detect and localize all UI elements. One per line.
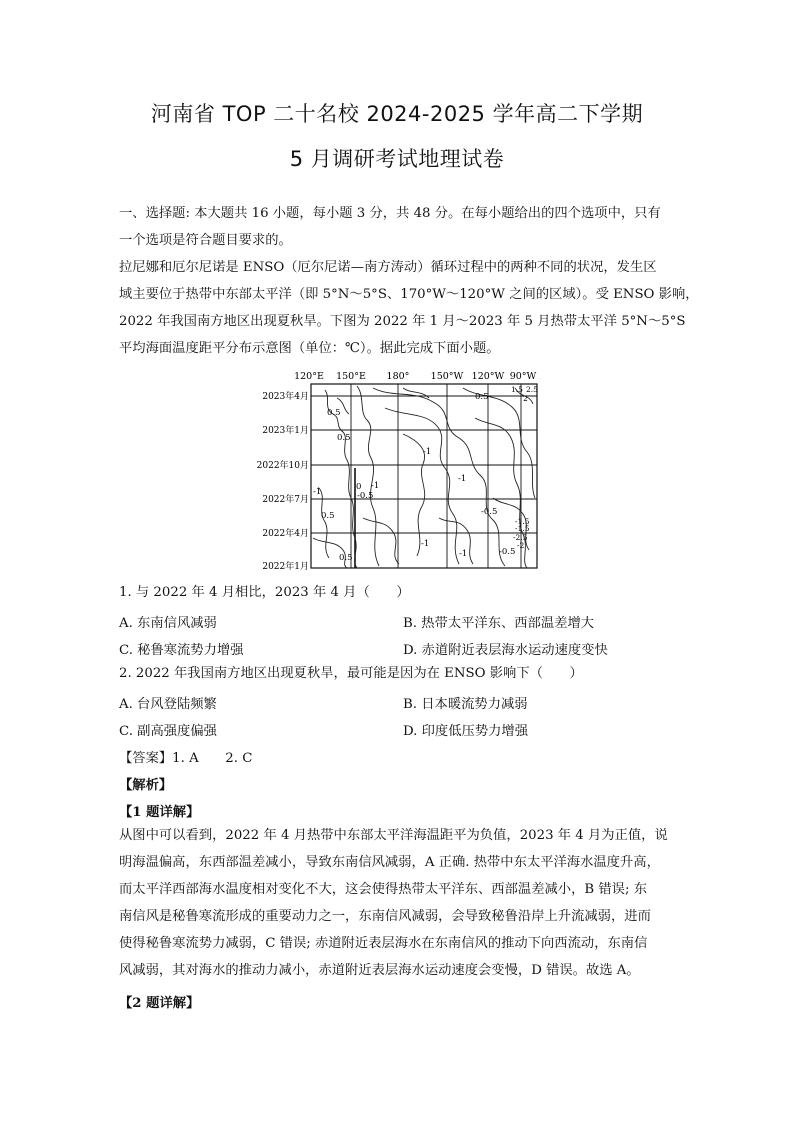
q1-option-a: A. 东南信风减弱 [119,616,217,631]
y-tick-label: 2022年1月 [262,562,309,570]
contour-label: -0.5 [357,491,374,501]
y-tick-label: 2023年4月 [262,392,309,402]
y-tick-label: 2022年4月 [262,529,309,539]
y-tick-label: 2022年10月 [256,461,309,471]
q1-option-d: D. 赤道附近表层海水运动速度变快 [403,643,608,658]
y-tick-label: 2022年7月 [262,495,309,505]
intro-line: 域主要位于热带中东部太平洋（即 5°N～5°S、170°W～120°W 之间的区域）。受 ENSO 影响， [119,287,699,302]
contour-label: -1.5 [515,524,530,533]
x-tick-label: 180° [386,371,410,382]
intro-paragraph [119,254,699,362]
sst-anomaly-figure [253,368,543,570]
q1-option-b: B. 热带太平洋东、西部温差增大 [403,616,595,631]
explanation-line: 南信风是秘鲁寒流形成的重要动力之一，东南信风减弱，会导致秘鲁沿岸上升流减弱，进而 [119,909,651,924]
section-line: 一、选择题: 本大题共 16 小题，每小题 3 分，共 48 分。在每小题给出的四个选项中，只有 [119,206,661,221]
contour-label: -2.5 [513,533,528,542]
q2-option-b: B. 日本暖流势力减弱 [403,697,528,712]
contour-label: -1 [459,549,468,559]
contour-label: 0.5 [337,433,351,443]
contour-label: -1.5 [515,517,530,526]
contour-label: 2 [523,394,528,403]
contour-label: -0.5 [499,547,516,557]
x-tick-label: 120°E [294,371,324,382]
intro-line: 拉尼娜和厄尔尼诺是 ENSO（厄尔尼诺—南方涛动）循环过程中的两种不同的状况，发生区 [119,260,657,275]
explanation-line: 明海温偏高，东西部温差减小，导致东南信风减弱，A 正确. 热带中东太平洋海水温度升高， [119,855,660,870]
contour-label: -1 [458,474,467,484]
explanation-paragraph [119,822,675,984]
x-tick-label: 150°E [336,371,366,382]
section-line: 一个选项是符合题目要求的。 [119,233,292,248]
detail-2-heading: 【2 题详解】 [119,996,200,1011]
intro-line: 2022 年我国南方地区出现夏秋旱。下图为 2022 年 1 月～2023 年 5 月热带太平洋 5°N～5°S [119,314,686,329]
contour-label: 0.5 [321,511,335,521]
section-instruction [119,200,675,254]
contour-label: 0.5 [339,553,353,563]
q2-option-d: D. 印度低压势力增强 [403,724,529,739]
q1-option-c: C. 秘鲁寒流势力增强 [119,643,244,658]
contour-label: 0 [356,482,362,492]
exam-title-line1: 河南省 TOP 二十名校 2024-2025 学年高二下学期 [150,102,644,126]
intro-line: 平均海面温度距平分布示意图（单位：℃）。据此完成下面小题。 [119,341,500,356]
q2-option-a: A. 台风登陆频繁 [119,697,217,712]
contour-label: 0.5 [475,392,489,402]
contour-label: -1 [371,481,380,491]
explanation-line: 从图中可以看到，2022 年 4 月热带中东部太平洋海温距平为负值，2023 年 4 月为正值，说 [119,828,668,843]
contour-label: -1 [313,487,322,497]
contour-label: 2.5 [526,385,538,394]
exam-title-line2: 5 月调研考试地理试卷 [289,147,505,171]
explanation-line: 使得秘鲁寒流势力减弱，C 错误; 赤道附近表层海水在东南信风的推动下向西流动，东南信 [119,936,648,951]
x-tick-label: 90°W [509,371,537,382]
analysis-heading: 【解析】 [119,778,173,793]
contour-label: -1 [421,539,430,549]
answer-line: 【答案】1. A 2. C [119,751,253,766]
contour-label: -2 [517,541,525,550]
question-1-stem: 1. 与 2022 年 4 月相比，2023 年 4 月（ ） [119,585,410,600]
y-tick-label: 2023年1月 [262,426,309,436]
contour-label: 0.5 [327,408,341,418]
detail-1-heading: 【1 题详解】 [119,805,200,820]
q2-option-c: C. 副高强度偏强 [119,724,217,739]
x-tick-label: 150°W [430,371,464,382]
contour-label: -0.5 [481,507,498,517]
explanation-line: 风减弱，其对海水的推动力减小，赤道附近表层海水运动速度会变慢，D 错误。故选 A。 [119,963,640,978]
question-2-stem: 2. 2022 年我国南方地区出现夏秋旱，最可能是因为在 ENSO 影响下（ ） [119,666,583,681]
contour-label: 1.5 [511,385,523,394]
x-tick-label: 120°W [471,371,505,382]
explanation-line: 而太平洋西部海水温度相对变化不大，这会使得热带太平洋东、西部温差减小，B 错误; 东 [119,882,647,897]
contour-label: -1 [423,447,432,457]
